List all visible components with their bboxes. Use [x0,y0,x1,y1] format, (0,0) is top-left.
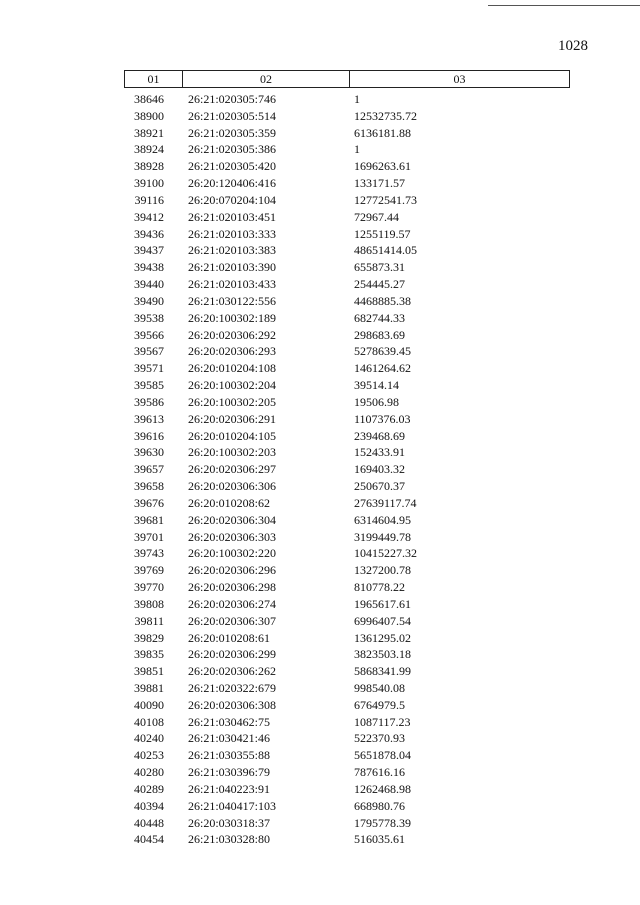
row-id-cell: 39808 [134,596,164,611]
value-cell: 1965617.61 [354,596,411,611]
value-cell: 3823503.18 [354,647,411,662]
value-cell: 298683.69 [354,327,405,342]
table-row [124,276,570,293]
table-row [124,411,570,428]
table-row [124,680,570,697]
row-id-cell: 39851 [134,664,164,679]
cadastral-number-cell: 26:21:030122:556 [188,293,277,308]
row-id-cell: 40289 [134,781,164,796]
cadastral-number-cell: 26:20:020306:292 [188,327,277,342]
table-row [124,377,570,394]
cadastral-number-cell: 26:21:030396:79 [188,765,271,780]
table-row [124,192,570,209]
cadastral-number-cell: 26:21:030355:88 [188,748,271,763]
value-cell: 1696263.61 [354,159,411,174]
table-row [124,158,570,175]
cadastral-number-cell: 26:20:020306:291 [188,411,277,426]
table-row [124,747,570,764]
value-cell: 5868341.99 [354,664,411,679]
value-cell: 1 [354,142,360,157]
value-cell: 12532735.72 [354,108,417,123]
cadastral-number-cell: 26:21:020103:333 [188,226,277,241]
cadastral-number-cell: 26:20:020306:293 [188,344,277,359]
table-row [124,478,570,495]
header-cell-01: 01 [125,71,183,87]
cadastral-number-cell: 26:21:040223:91 [188,781,271,796]
cadastral-number-cell: 26:20:010208:62 [188,495,271,510]
table-row [124,529,570,546]
cadastral-number-cell: 26:21:020103:390 [188,260,277,275]
value-cell: 39514.14 [354,378,399,393]
cadastral-number-cell: 26:21:020305:514 [188,108,277,123]
cadastral-number-cell: 26:20:020306:304 [188,512,277,527]
cadastral-number-cell: 26:21:030328:80 [188,832,271,847]
table-row [124,394,570,411]
value-cell: 152433.91 [354,445,405,460]
table-row [124,108,570,125]
table-row [124,495,570,512]
cadastral-number-cell: 26:20:020306:299 [188,647,277,662]
cadastral-number-cell: 26:20:020306:307 [188,613,277,628]
table-row [124,343,570,360]
table-row [124,764,570,781]
cadastral-number-cell: 26:21:020305:746 [188,92,277,106]
value-cell: 6996407.54 [354,613,411,628]
table-row [124,596,570,613]
row-id-cell: 38921 [134,125,164,140]
row-id-cell: 39613 [134,411,164,426]
cadastral-number-cell: 26:20:010204:105 [188,428,277,443]
cadastral-number-cell: 26:20:020306:303 [188,529,277,544]
row-id-cell: 40090 [134,697,164,712]
value-cell: 655873.31 [354,260,405,275]
row-id-cell: 39571 [134,361,164,376]
table-row [124,663,570,680]
row-id-cell: 39769 [134,563,164,578]
table-row [124,242,570,259]
row-id-cell: 39676 [134,495,164,510]
row-id-cell: 39567 [134,344,164,359]
cadastral-number-cell: 26:21:020103:433 [188,277,277,292]
table-row [124,444,570,461]
header-cell-03: 03 [453,72,466,86]
row-id-cell: 39585 [134,378,164,393]
table-row [124,714,570,731]
row-id-cell: 39681 [134,512,164,527]
row-id-cell: 39658 [134,479,164,494]
value-cell: 3199449.78 [354,529,411,544]
value-cell: 787616.16 [354,765,405,780]
table-row [124,545,570,562]
cadastral-number-cell: 26:20:100302:204 [188,378,277,393]
cadastral-number-cell: 26:21:020305:420 [188,159,277,174]
row-id-cell: 39616 [134,428,164,443]
value-cell: 19506.98 [354,394,399,409]
value-cell: 1 [354,92,360,106]
cadastral-number-cell: 26:20:070204:104 [188,192,277,207]
table-row [124,562,570,579]
value-cell: 1107376.03 [354,411,411,426]
table-row [124,360,570,377]
cadastral-number-cell: 26:20:020306:297 [188,462,277,477]
table-row [124,293,570,310]
row-id-cell: 40253 [134,748,164,763]
row-id-cell: 40240 [134,731,164,746]
table-row [124,461,570,478]
value-cell: 250670.37 [354,479,405,494]
value-cell: 12772541.73 [354,192,417,207]
cadastral-number-cell: 26:21:020103:383 [188,243,277,258]
table-row [124,697,570,714]
cadastral-number-cell: 26:20:010208:61 [188,630,271,645]
value-cell: 6314604.95 [354,512,411,527]
row-id-cell: 39566 [134,327,164,342]
cadastral-number-cell: 26:20:100302:203 [188,445,277,460]
cadastral-number-cell: 26:21:040417:103 [188,798,277,813]
value-cell: 1327200.78 [354,563,411,578]
value-cell: 1795778.39 [354,815,411,830]
table-row [124,831,570,848]
row-id-cell: 39438 [134,260,164,275]
value-cell: 48651414.05 [354,243,417,258]
table-row [124,226,570,243]
row-id-cell: 39538 [134,310,164,325]
table-row [124,310,570,327]
table-row [124,730,570,747]
value-cell: 810778.22 [354,580,405,595]
value-cell: 5651878.04 [354,748,411,763]
table-row [124,630,570,647]
row-id-cell: 40108 [134,714,164,729]
value-cell: 1262468.98 [354,781,411,796]
cadastral-number-cell: 26:20:020306:306 [188,479,277,494]
table-row [124,428,570,445]
cadastral-number-cell: 26:20:020306:308 [188,697,277,712]
table-row [124,798,570,815]
row-id-cell: 39630 [134,445,164,460]
value-cell: 998540.08 [354,680,405,695]
value-cell: 72967.44 [354,209,399,224]
cadastral-number-cell: 26:20:120406:416 [188,176,277,191]
row-id-cell: 40394 [134,798,164,813]
row-id-cell: 38924 [134,142,164,157]
table-row [124,613,570,630]
value-cell: 254445.27 [354,277,405,292]
row-id-cell: 39835 [134,647,164,662]
row-id-cell: 39116 [134,192,164,207]
row-id-cell: 39829 [134,630,164,645]
top-rule [488,5,640,6]
cadastral-number-cell: 26:21:030462:75 [188,714,271,729]
cadastral-number-cell: 26:20:100302:205 [188,394,277,409]
table-row [124,175,570,192]
value-cell: 4468885.38 [354,293,411,308]
value-cell: 668980.76 [354,798,405,813]
row-id-cell: 39100 [134,176,164,191]
cadastral-number-cell: 26:21:020305:359 [188,125,277,140]
value-cell: 169403.32 [354,462,405,477]
cadastral-number-cell: 26:20:010204:108 [188,361,277,376]
table-body [124,91,570,848]
value-cell: 1361295.02 [354,630,411,645]
row-id-cell: 39436 [134,226,164,241]
row-id-cell: 39701 [134,529,164,544]
value-cell: 516035.61 [354,832,405,847]
row-id-cell: 39440 [134,277,164,292]
table-row [124,646,570,663]
table-row [124,259,570,276]
cadastral-number-cell: 26:21:030421:46 [188,731,271,746]
table-row [124,209,570,226]
row-id-cell: 38646 [134,92,164,106]
value-cell: 1087117.23 [354,714,411,729]
cadastral-number-cell: 26:20:100302:220 [188,546,277,561]
row-id-cell: 39770 [134,580,164,595]
value-cell: 1255119.57 [354,226,411,241]
value-cell: 682744.33 [354,310,405,325]
cadastral-number-cell: 26:21:020103:451 [188,209,277,224]
row-id-cell: 40280 [134,765,164,780]
cadastral-number-cell: 26:20:020306:274 [188,596,277,611]
value-cell: 1461264.62 [354,361,411,376]
table-row [124,327,570,344]
table-row [124,125,570,142]
cadastral-number-cell: 26:21:020322:679 [188,680,277,695]
value-cell: 10415227.32 [354,546,417,561]
row-id-cell: 40454 [134,832,164,847]
table-row [124,815,570,832]
value-cell: 239468.69 [354,428,405,443]
table-row [124,512,570,529]
row-id-cell: 39437 [134,243,164,258]
cadastral-number-cell: 26:20:020306:262 [188,664,277,679]
value-cell: 27639117.74 [354,495,417,510]
table-header [124,70,570,88]
value-cell: 6136181.88 [354,125,411,140]
value-cell: 522370.93 [354,731,405,746]
table-row [124,579,570,596]
cadastral-number-cell: 26:20:020306:298 [188,580,277,595]
cadastral-number-cell: 26:21:020305:386 [188,142,277,157]
row-id-cell: 39811 [134,613,164,628]
cadastral-number-cell: 26:20:100302:189 [188,310,277,325]
table-row [124,141,570,158]
row-id-cell: 39743 [134,546,164,561]
header-cell-02: 02 [183,71,350,87]
row-id-cell: 39586 [134,394,164,409]
row-id-cell: 39657 [134,462,164,477]
row-id-cell: 39412 [134,209,164,224]
table-row [124,781,570,798]
row-id-cell: 39881 [134,680,164,695]
row-id-cell: 39490 [134,293,164,308]
value-cell: 5278639.45 [354,344,411,359]
page-number: 1028 [558,38,588,54]
row-id-cell: 38928 [134,159,164,174]
row-id-cell: 40448 [134,815,164,830]
cadastral-number-cell: 26:20:030318:37 [188,815,271,830]
row-id-cell: 38900 [134,108,164,123]
table-row [124,91,570,108]
value-cell: 6764979.5 [354,697,405,712]
value-cell: 133171.57 [354,176,405,191]
cadastral-number-cell: 26:20:020306:296 [188,563,277,578]
